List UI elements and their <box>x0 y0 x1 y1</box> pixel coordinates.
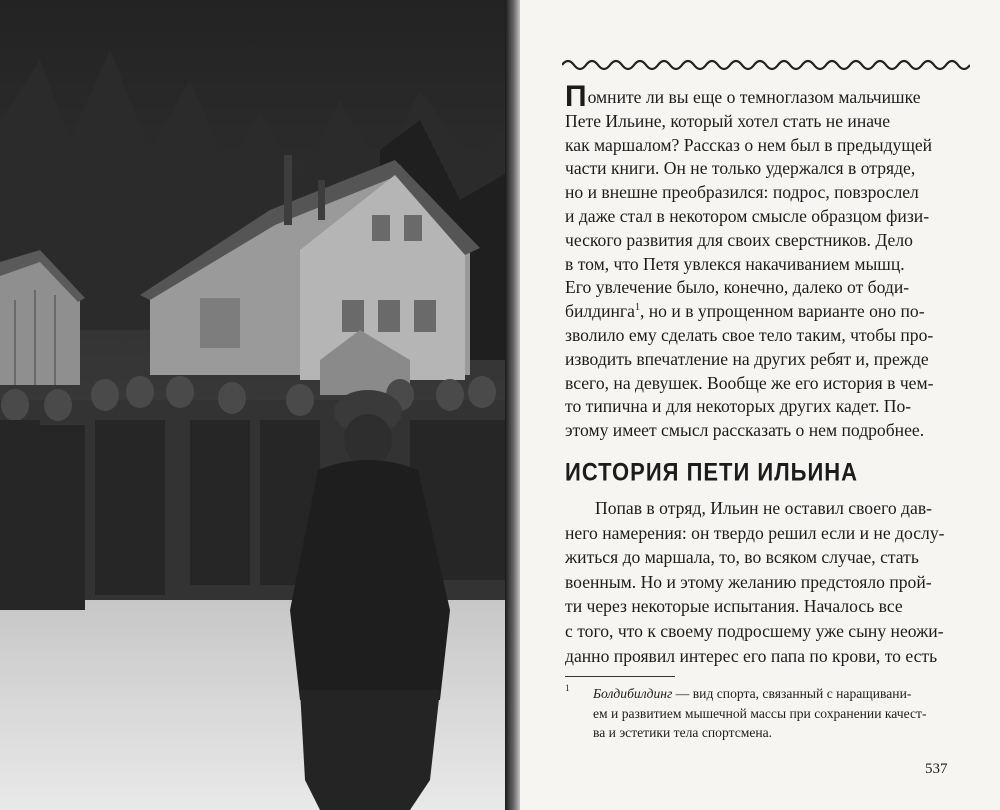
section-heading: ИСТОРИЯ ПЕТИ ИЛЬИНА <box>565 458 859 486</box>
paragraph-1-line: Пете Ильине, который хотел стать не иначе <box>565 110 891 131</box>
paragraph-1 <box>565 80 970 443</box>
footnote-line: ем и развитием мышечной массы при сохранении качест- <box>593 705 927 721</box>
paragraph-1-line: Помните ли вы еще о темноглазом мальчишке <box>565 80 921 113</box>
paragraph-1-line: то типична и для некоторых других кадет. По- <box>565 396 912 417</box>
footnote-term: Болдибилдинг <box>593 686 673 701</box>
paragraph-2-line: военным. Но и этому желанию предстояло прой- <box>565 571 932 592</box>
paragraph-2-line: данно проявил интерес его папа по крови, то есть <box>565 645 938 666</box>
paragraph-1-line: в том, что Петя увлекся накачиванием мышц. <box>565 253 905 274</box>
paragraph-2-line: Попав в отряд, Ильин не оставил своего дав- <box>595 498 932 518</box>
page-number: 537 <box>925 761 948 777</box>
paragraph-1-line: как маршалом? Рассказ о нем был в предыдущей <box>565 134 933 155</box>
paragraph-1-line: изводить впечатление на других ребят и, прежде <box>565 348 929 369</box>
footnote <box>565 684 970 743</box>
paragraph-1-line: билдинга$^1$, но и в упрощенном варианте оно по- <box>565 301 925 322</box>
paragraph-1-line: всего, на девушек. Вообще же его история в чем- <box>565 372 934 393</box>
paragraph-2-line: ти через некоторые испытания. Началось все <box>565 596 903 617</box>
decorative-wave-divider <box>562 55 970 75</box>
paragraph-2-line: житься до маршала, то, во всяком случае, стать <box>565 547 919 568</box>
paragraph-1-line: этому имеет смысл рассказать о нем подробнее. <box>565 420 925 441</box>
paragraph-1-line: ческого развития для своих сверстников. Дело <box>565 229 913 250</box>
drop-cap: П <box>565 80 586 113</box>
paragraph-2 <box>565 496 970 668</box>
paragraph-1-line: зволило ему сделать свое тело таким, чтобы про- <box>565 324 934 345</box>
footnote-line: Болдибилдинг — вид спорта, связанный с наращивани- <box>593 686 912 701</box>
paragraph-1-line: части книги. Он не только удержался в отряде, <box>565 158 916 179</box>
footnote-line: ва и эстетики тела спортсмена. <box>593 725 773 741</box>
paragraph-2-line: него намерения: он твердо решил если и не дослу- <box>565 522 945 543</box>
paragraph-1-line: но и внешне преобразился: подрос, повзрослел <box>565 182 919 203</box>
footnote-mark: 1 <box>565 683 570 693</box>
footnote-divider <box>565 676 675 677</box>
paragraph-1-line: и даже стал в некотором смысле образцом физи- <box>565 205 930 226</box>
paragraph-1-line: Его увлечение было, конечно, далеко от боди- <box>565 277 910 298</box>
footnote-reference[interactable]: 1 <box>634 302 640 314</box>
paragraph-2-line: с того, что к своему подросшему уже сыну неожи- <box>565 620 944 641</box>
